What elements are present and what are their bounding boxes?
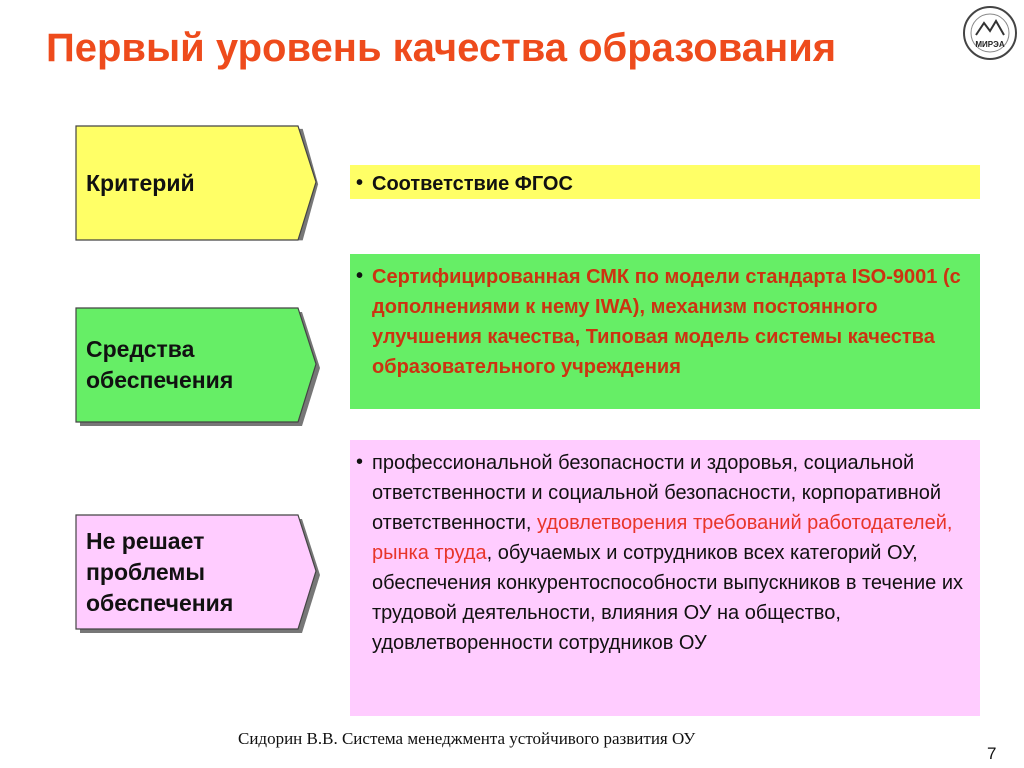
criterion-text: Соответствие ФГОС <box>372 173 573 195</box>
bullet-icon: • <box>356 265 364 287</box>
unsolved-label-line-2: проблемы <box>86 558 206 585</box>
logo-text: МИРЭА <box>975 40 1005 49</box>
unsolved-label-line-1: Не решает <box>86 527 205 554</box>
criterion-label: Критерий <box>86 169 195 196</box>
criterion-box <box>350 165 980 199</box>
page-number: 7 <box>987 744 997 763</box>
slide-title: Первый уровень качества образования <box>46 26 837 70</box>
unsolved-box <box>350 440 980 716</box>
means-label-arrow <box>76 308 321 426</box>
unsolved-label-line-3: обеспечения <box>86 589 234 616</box>
slide-footer: Сидорин В.В. Система менеджмента устойчивого развития ОУ <box>238 729 696 748</box>
bullet-icon: • <box>356 451 364 473</box>
criterion-label-arrow <box>76 126 321 244</box>
unsolved-label-arrow <box>76 515 321 633</box>
unsolved-text-part-3: , обучаемых и сотрудников всех категорий ОУ, обеспечения конкурентоспособности выпускников в течение их трудовой деятельности, влияния ОУ на общество, удовлетворенности сотрудников ОУ <box>372 542 964 654</box>
means-text: Сертифицированная СМК по модели стандарта ISO-9001 (с дополнениями к нему IWA), механизм постоянного улучшения качества, Типовая модель системы качества образовательного учреждения <box>372 266 961 378</box>
unsolved-text-part-1: профессиональной безопасности и здоровья, социальной ответственности и социальной безопасности, корпоративной ответственности, <box>372 452 942 534</box>
means-label-line-1: Средства <box>86 336 195 362</box>
means-label-line-2: обеспечения <box>86 367 234 393</box>
unsolved-text-highlight: удовлетворения требований работодателей, рынка труда <box>372 512 953 564</box>
means-box <box>350 254 980 409</box>
university-logo <box>962 5 1018 61</box>
bullet-icon: • <box>356 172 364 194</box>
